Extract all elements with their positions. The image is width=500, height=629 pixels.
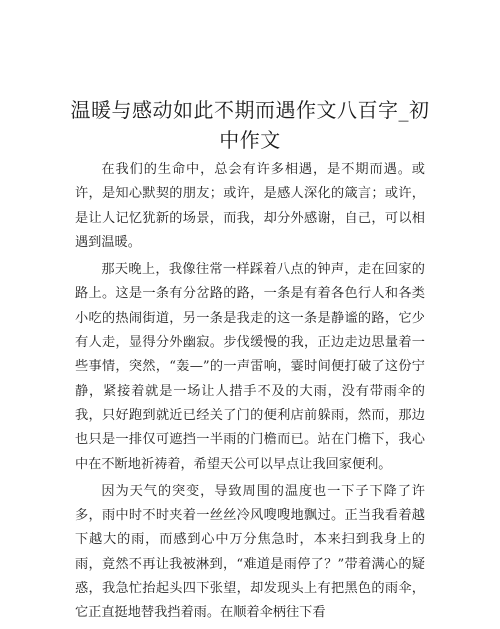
article-title: 温暖与感动如此不期而遇作文八百字_初中作文 — [70, 98, 430, 152]
paragraph-1: 在我们的生命中，总会有许多相遇，是不期而遇。或许，是知心默契的朋友；或许，是感人深化的箴言；或许，是让人记忆犹新的场景，而我，却分外感谢，自己，可以相遇到温暖。 — [75, 162, 425, 250]
paragraph-3: 因为天气的突变，导致周围的温度也一下子下降了许多，雨中时不时夹着一丝丝冷风嗖嗖地飘过。正当我看着越下越大的雨，而感到心中万分焦急时，本来扫到我身上的雨，竟然不再让我被淋到，“难道是雨停了？”带着满心的疑惑，我急忙抬起头四下张望，却发现头上有把黑色的雨伞，它正直挺地替我挡着雨。在顺着伞柄往下看 — [75, 483, 425, 621]
paragraph-2: 那天晚上，我像往常一样踩着八点的钟声，走在回家的路上。这是一条有分岔路的路，一条是有着各色行人和各类小吃的热闹街道，另一条是我走的这一条是静谧的路，它少有人走，显得分外幽寂。步伐缓慢的我，正边走边思量着一些事情，突然，“轰—”的一声雷响，霎时间便打破了这份宁静，紧接着就是一场让人措手不及的大雨，没有带雨伞的我，只好跑到就近已经关了门的便利店前躲雨，然而，那边也只是一排仅可遮挡一半雨的门檐而已。站在门檐下，我心中在不断地祈祷着，希望天公可以早点让我回家便利。 — [75, 262, 425, 472]
article-body — [75, 158, 425, 629]
